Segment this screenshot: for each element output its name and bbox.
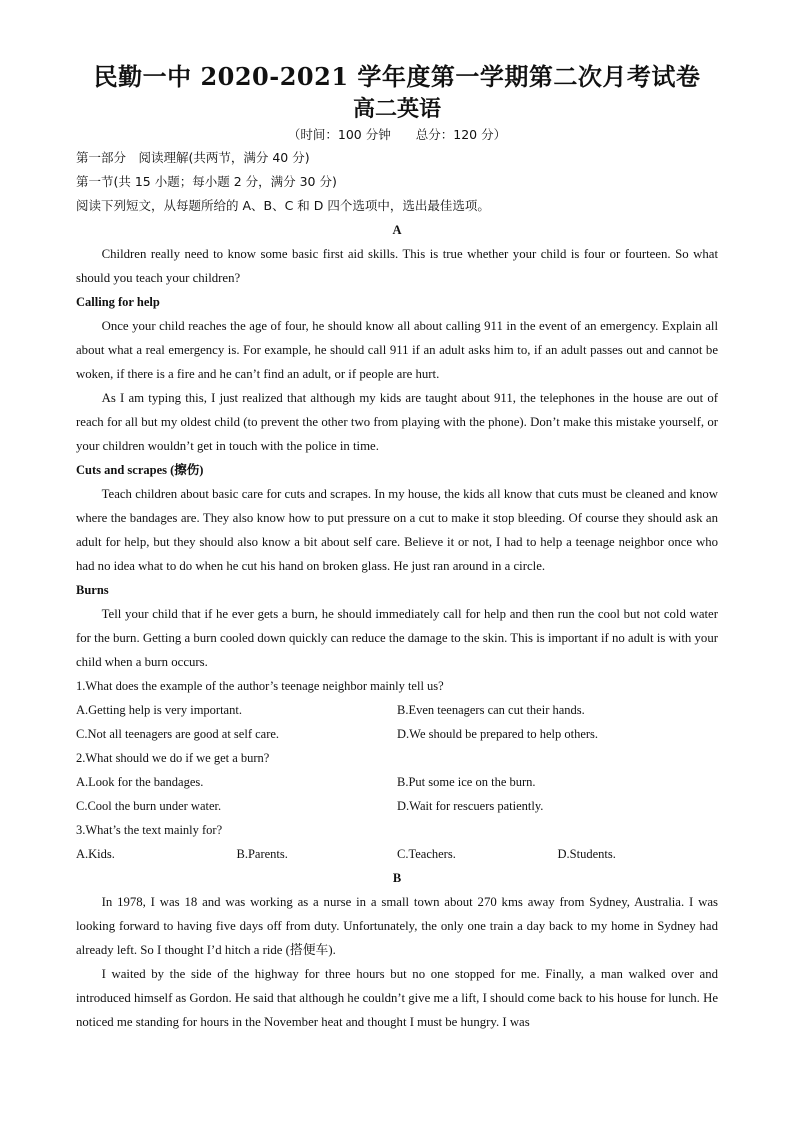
- exam-title: 民勤一中 2020-2021 学年度第一学期第二次月考试卷: [93, 62, 701, 91]
- question-1-option-b: B.Even teenagers can cut their hands.: [397, 703, 585, 717]
- passage-b-label: B: [392, 871, 402, 885]
- exam-page: [76, 62, 718, 1034]
- passage-a-heading-3: Burns: [76, 583, 109, 597]
- question-2-stem: 2.What should we do if we get a burn?: [76, 751, 270, 765]
- passage-a-paragraph-2: As I am typing this, I just realized that although my kids are taught about 911, the telephones in the house are out of reach for all but my oldest child (to prevent the other two from playing with the phone). Don’t make this mistake yourself, or your children wouldn’t get in touch with the police in time.: [76, 391, 718, 453]
- passage-a-paragraph-3: Teach children about basic care for cuts and scrapes. In my house, the kids all know that cuts must be cleaned and know where the bandages are. They also know how to put pressure on a cut to make it stop bleeding. Of course they should ask an adult for help, but they should also know a bit about self care. Believe it or not, I had to help a teenage neighbor once who had no idea what to do when he cut his hand on broken glass. He just ran around in a circle.: [76, 487, 718, 573]
- question-3-option-c: C.Teachers.: [397, 847, 456, 861]
- passage-a-paragraph-1: Once your child reaches the age of four, he should know all about calling 911 in the event of an emergency. Explain all about what a real emergency is. For example, he should call 911 if an adult asks him to, if an adult passes out and cannot be woken, if there is a fire and he can’t find an adult, or if people are hurt.: [76, 319, 718, 381]
- question-1-options-row-2: [76, 722, 718, 746]
- question-2-options-row-1: [76, 770, 718, 794]
- passage-a-heading-2: Cuts and scrapes (擦伤): [76, 463, 204, 477]
- question-1-options-row-1: [76, 698, 718, 722]
- section-label: 第一节(共 15 小题；每小题 2 分，满分 30 分): [76, 174, 337, 189]
- question-1-option-a: A.Getting help is very important.: [76, 703, 242, 717]
- question-1-option-c: C.Not all teenagers are good at self care.: [76, 727, 280, 741]
- question-1-option-d: D.We should be prepared to help others.: [397, 727, 599, 741]
- passage-b-paragraph-1: In 1978, I was 18 and was working as a nurse in a small town about 270 kms away from Sydney, Australia. I was looking forward to having five days off from duty. Unfortunately, the only one train a day back to my home in Sydney had already left. So I thought I’d hitch a ride (搭便车).: [76, 895, 718, 957]
- question-3-option-a: A.Kids.: [76, 847, 115, 861]
- question-3-options-row: [76, 842, 718, 866]
- passage-a-paragraph-4: Tell your child that if he ever gets a burn, he should immediately call for help and then run the cool but not cold water for the burn. Getting a burn cooled down quickly can reduce the damage to the skin. This is important if no adult is with your child when a burn occurs.: [76, 607, 718, 669]
- exam-info: （时间：100 分钟 总分：120 分）: [287, 127, 507, 142]
- passage-b-paragraph-2: I waited by the side of the highway for three hours but no one stopped for me. Finally, a man walked over and introduced himself as Gordon. He said that although he couldn’t give me a lift, I should come back to his house for lunch. He noticed me standing for hours in the November heat and thought I must be hungry. I was: [76, 967, 718, 1029]
- exam-subject: 高二英语: [352, 96, 441, 122]
- passage-a-heading-1: Calling for help: [76, 295, 160, 309]
- passage-a-intro: Children really need to know some basic first aid skills. This is true whether your child is four or fourteen. So what should you teach your children?: [76, 247, 718, 285]
- passage-a-label: A: [392, 223, 402, 237]
- question-2-option-b: B.Put some ice on the burn.: [397, 775, 536, 789]
- question-2-option-c: C.Cool the burn under water.: [76, 799, 222, 813]
- instruction: 阅读下列短文，从每题所给的 A、B、C 和 D 四个选项中，选出最佳选项。: [76, 198, 490, 213]
- question-2-options-row-2: [76, 794, 718, 818]
- question-1-stem: 1.What does the example of the author’s teenage neighbor mainly tell us?: [76, 679, 444, 693]
- question-3-option-d: D.Students.: [557, 847, 616, 861]
- question-3-stem: 3.What’s the text mainly for?: [76, 823, 223, 837]
- question-2-option-a: A.Look for the bandages.: [76, 775, 204, 789]
- question-3-option-b: B.Parents.: [236, 847, 288, 861]
- question-2-option-d: D.Wait for rescuers patiently.: [397, 799, 544, 813]
- part-label: 第一部分 阅读理解(共两节，满分 40 分): [76, 150, 310, 165]
